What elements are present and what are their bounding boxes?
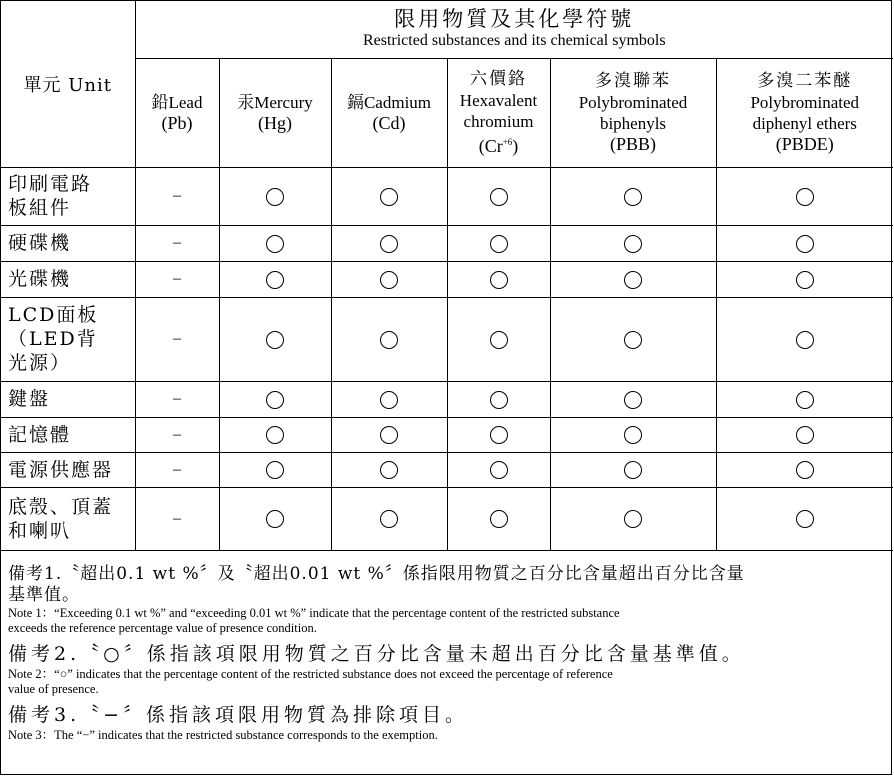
note-2-en bbox=[8, 667, 886, 697]
note-1-en bbox=[8, 606, 886, 636]
table-row bbox=[1, 487, 893, 550]
unit-column-header: 單元 Unit bbox=[1, 1, 135, 167]
circle-icon bbox=[266, 188, 284, 206]
table-row bbox=[1, 167, 893, 225]
col-pbde-en-2: diphenyl ethers bbox=[752, 113, 857, 133]
col-pbb-en-1: Polybrominated bbox=[578, 92, 688, 112]
circle-icon bbox=[266, 331, 284, 349]
table-row bbox=[1, 297, 893, 381]
unit-line: 硬碟機 bbox=[8, 232, 72, 254]
circle-icon bbox=[490, 510, 508, 528]
circle-icon bbox=[624, 510, 642, 528]
table-row bbox=[1, 452, 893, 487]
pbb-value bbox=[550, 297, 716, 381]
col-header-hexavalent-chromium bbox=[447, 58, 550, 167]
circle-icon bbox=[266, 510, 284, 528]
circle-icon bbox=[380, 271, 398, 289]
col-pbde-symbol: (PBDE) bbox=[775, 133, 834, 154]
unit-cell bbox=[1, 261, 135, 297]
pbb-value bbox=[550, 261, 716, 297]
pbde-value bbox=[716, 487, 893, 550]
circle-icon bbox=[266, 235, 284, 253]
title-zh: 限用物質及其化學符號 bbox=[394, 7, 635, 32]
unit-cell bbox=[1, 452, 135, 487]
circle-icon bbox=[380, 510, 398, 528]
substances-title-cell bbox=[135, 1, 893, 58]
pbb-value bbox=[550, 417, 716, 452]
pbb-value bbox=[550, 487, 716, 550]
circle-icon bbox=[624, 426, 642, 444]
chromium-value bbox=[447, 381, 550, 417]
lead-value: – bbox=[135, 487, 219, 550]
circle-icon bbox=[624, 391, 642, 409]
mercury-value bbox=[219, 225, 331, 261]
table-row bbox=[1, 225, 893, 261]
circle-icon bbox=[624, 235, 642, 253]
circle-icon bbox=[380, 426, 398, 444]
unit-line: LCD面板 bbox=[8, 304, 99, 326]
col-chromium-en-2: chromium bbox=[463, 111, 534, 131]
mercury-value bbox=[219, 487, 331, 550]
title-en: Restricted substances and its chemical symbols bbox=[362, 32, 666, 50]
circle-icon bbox=[624, 188, 642, 206]
mercury-value bbox=[219, 297, 331, 381]
col-pbb-symbol: (PBB) bbox=[609, 133, 656, 154]
unit-cell bbox=[1, 417, 135, 452]
circle-icon bbox=[380, 391, 398, 409]
chromium-symbol-close: ) bbox=[512, 135, 519, 156]
col-header-cadmium bbox=[331, 58, 447, 167]
cadmium-value bbox=[331, 167, 447, 225]
note-1-en-line: Note 1：“Exceeding 0.1 wt %” and “exceeding 0.01 wt %” indicate that the percentage content of the restricted substance bbox=[8, 606, 620, 620]
col-header-pbde bbox=[716, 58, 893, 167]
unit-line: 鍵盤 bbox=[8, 388, 51, 410]
cadmium-value bbox=[331, 417, 447, 452]
unit-cell bbox=[1, 297, 135, 381]
unit-line: 光源） bbox=[8, 352, 72, 374]
col-cadmium-symbol: (Cd) bbox=[372, 112, 406, 133]
chromium-symbol-charge: +6 bbox=[502, 136, 513, 147]
note-1-zh bbox=[8, 564, 886, 606]
unit-cell bbox=[1, 381, 135, 417]
chromium-symbol-text: (Cr bbox=[478, 135, 503, 156]
circle-icon bbox=[490, 391, 508, 409]
lead-value: – bbox=[135, 452, 219, 487]
col-header-mercury bbox=[219, 58, 331, 167]
chromium-value bbox=[447, 297, 550, 381]
chromium-value bbox=[447, 487, 550, 550]
chromium-value bbox=[447, 452, 550, 487]
pbb-value bbox=[550, 452, 716, 487]
lead-value: – bbox=[135, 381, 219, 417]
note-2-zh: 備考2.〝○〞係指該項限用物質之百分比含量未超出百分比含量基準值。 bbox=[8, 643, 745, 665]
circle-icon bbox=[796, 331, 814, 349]
pbde-value bbox=[716, 261, 893, 297]
circle-icon bbox=[266, 426, 284, 444]
circle-icon bbox=[796, 391, 814, 409]
pbde-value bbox=[716, 452, 893, 487]
note-3-en: Note 3：The “−” indicates that the restricted substance corresponds to the exemption. bbox=[8, 728, 438, 742]
restricted-substances-table bbox=[1, 1, 893, 551]
circle-icon bbox=[796, 461, 814, 479]
note-1-zh-line: 備考1.〝超出0.1 wt %〞及〝超出0.01 wt %〞係指限用物質之百分比含量超出百分比含量 bbox=[8, 564, 745, 584]
table-row bbox=[1, 261, 893, 297]
circle-icon bbox=[796, 510, 814, 528]
unit-line: 電源供應器 bbox=[8, 458, 114, 481]
circle-icon bbox=[266, 461, 284, 479]
col-header-lead bbox=[135, 58, 219, 167]
pbb-value bbox=[550, 167, 716, 225]
circle-icon bbox=[796, 426, 814, 444]
unit-line: 光碟機 bbox=[8, 268, 72, 290]
mercury-value bbox=[219, 261, 331, 297]
pbb-value bbox=[550, 381, 716, 417]
unit-line: 記憶體 bbox=[8, 423, 72, 446]
col-pbb-zh: 多溴聯苯 bbox=[595, 70, 671, 91]
table-row bbox=[1, 417, 893, 452]
circle-icon bbox=[490, 461, 508, 479]
cadmium-value bbox=[331, 452, 447, 487]
pbde-value bbox=[716, 297, 893, 381]
chromium-value bbox=[447, 167, 550, 225]
mercury-value bbox=[219, 452, 331, 487]
cadmium-value bbox=[331, 297, 447, 381]
header-row-columns bbox=[1, 58, 893, 167]
unit-line: 底殼、頂蓋 bbox=[8, 495, 114, 518]
circle-icon bbox=[380, 461, 398, 479]
col-lead-symbol: (Pb) bbox=[161, 112, 193, 133]
unit-line: 印刷電路 bbox=[8, 173, 93, 195]
unit-line: 板組件 bbox=[8, 197, 72, 219]
pbde-value bbox=[716, 417, 893, 452]
note-1-zh-line: 基準值。 bbox=[8, 585, 80, 605]
circle-icon bbox=[490, 331, 508, 349]
col-mercury-symbol: (Hg) bbox=[258, 112, 292, 133]
circle-icon bbox=[796, 271, 814, 289]
cadmium-value bbox=[331, 225, 447, 261]
cadmium-value bbox=[331, 381, 447, 417]
pbde-value bbox=[716, 167, 893, 225]
pbde-value bbox=[716, 381, 893, 417]
unit-line: 和喇叭 bbox=[8, 519, 72, 542]
pbb-value bbox=[550, 225, 716, 261]
circle-icon bbox=[624, 271, 642, 289]
table-row bbox=[1, 381, 893, 417]
col-header-pbb bbox=[550, 58, 716, 167]
note-1-en-line: exceeds the reference percentage value of presence condition. bbox=[8, 621, 317, 635]
unit-line: （LED背 bbox=[8, 328, 98, 350]
circle-icon bbox=[266, 391, 284, 409]
cadmium-value bbox=[331, 261, 447, 297]
notes-section bbox=[8, 564, 886, 748]
col-cadmium-name: 鎘Cadmium bbox=[346, 92, 432, 112]
pbde-value bbox=[716, 225, 893, 261]
lead-value: – bbox=[135, 225, 219, 261]
mercury-value bbox=[219, 417, 331, 452]
unit-cell bbox=[1, 167, 135, 225]
lead-value: – bbox=[135, 261, 219, 297]
lead-value: – bbox=[135, 167, 219, 225]
circle-icon bbox=[380, 188, 398, 206]
circle-icon bbox=[624, 461, 642, 479]
unit-cell bbox=[1, 225, 135, 261]
col-lead-name: 鉛Lead bbox=[151, 92, 203, 112]
chromium-value bbox=[447, 225, 550, 261]
mercury-value bbox=[219, 167, 331, 225]
col-mercury-name: 汞Mercury bbox=[237, 92, 313, 112]
cadmium-value bbox=[331, 487, 447, 550]
circle-icon bbox=[266, 271, 284, 289]
col-pbde-en-1: Polybrominated bbox=[750, 92, 860, 112]
circle-icon bbox=[380, 331, 398, 349]
col-chromium-zh: 六價鉻 bbox=[470, 68, 527, 89]
circle-icon bbox=[624, 331, 642, 349]
circle-icon bbox=[490, 426, 508, 444]
col-chromium-symbol bbox=[448, 132, 550, 157]
lead-value: – bbox=[135, 297, 219, 381]
col-pbb-en-2: biphenyls bbox=[599, 113, 667, 133]
lead-value: – bbox=[135, 417, 219, 452]
col-chromium-en-1: Hexavalent bbox=[459, 90, 538, 110]
chromium-value bbox=[447, 261, 550, 297]
circle-icon bbox=[490, 271, 508, 289]
circle-icon bbox=[490, 188, 508, 206]
note-2-en-line: Note 2：“○” indicates that the percentage content of the restricted substance does not exceed the percentage of reference bbox=[8, 667, 613, 681]
mercury-value bbox=[219, 381, 331, 417]
note-2-en-line: value of presence. bbox=[8, 682, 99, 696]
circle-icon bbox=[796, 235, 814, 253]
col-pbde-zh: 多溴二苯醚 bbox=[757, 70, 853, 91]
header-row-title bbox=[1, 1, 893, 58]
circle-icon bbox=[796, 188, 814, 206]
circle-icon bbox=[490, 235, 508, 253]
note-3-zh: 備考3.〝−〞係指該項限用物質為排除項目。 bbox=[8, 704, 469, 726]
circle-icon bbox=[380, 235, 398, 253]
chromium-value bbox=[447, 417, 550, 452]
unit-cell bbox=[1, 487, 135, 550]
